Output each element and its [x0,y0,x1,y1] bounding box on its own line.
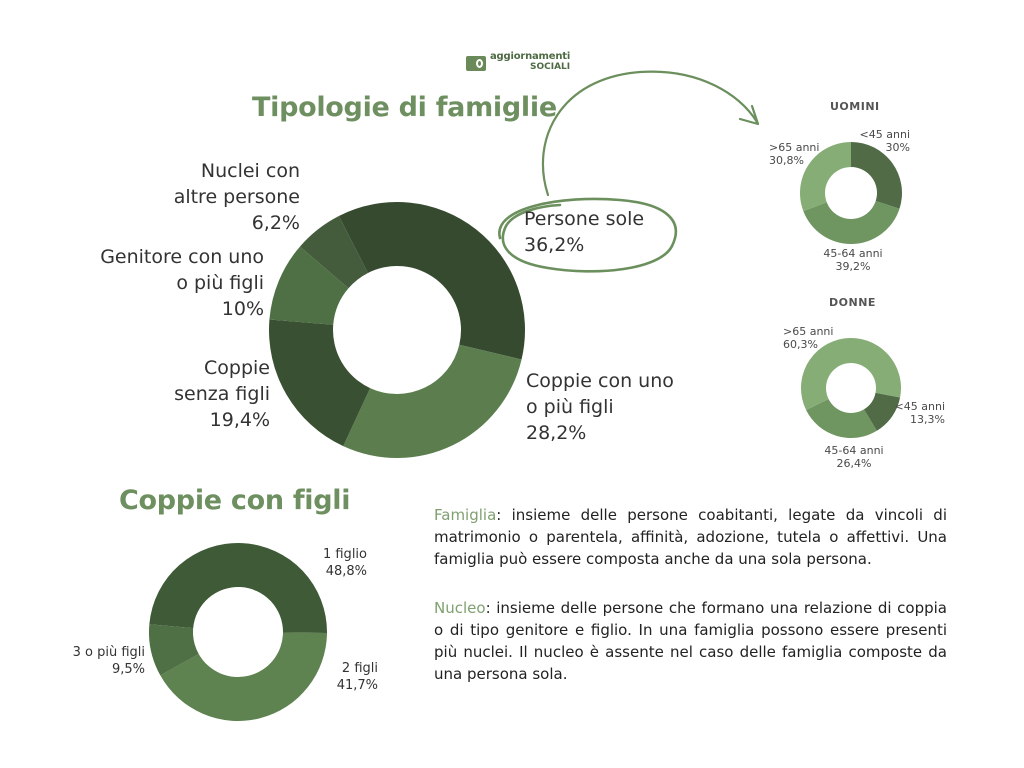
slice-label-coppie-con-figli: Coppie con uno o più figli 28,2% [526,370,674,444]
slice-label-persone-sole: Persone sole 36,2% [524,208,645,256]
definition-famiglia [434,504,947,570]
logo-name: aggiornamenti [490,51,571,62]
children-label-2: 2 figli 41,7% [336,661,378,693]
children-chart-title: Coppie con figli [119,485,351,516]
main-chart-title: Tipologie di famiglie [252,92,557,123]
slice-label-genitore: Genitore con uno o più figli 10% [100,246,264,320]
main-slice-0 [339,202,525,359]
definition-nucleo-text: : insieme delle persone che formano una relazione di coppia o di tipo genitore e figlio. In una famiglia possono essere presenti più nuclei. Il nucleo è assente nel caso delle famiglia composte da una persona sola. [434,599,947,683]
term-famiglia: Famiglia [434,506,497,524]
main-slice-1 [343,345,521,458]
women-chart-title: DONNE [829,296,876,309]
definition-nucleo [434,597,947,685]
women-label-under45: <45 anni 13,3% [894,400,945,426]
women-slice-1 [806,399,877,438]
children-label-1: 1 figlio 48,8% [322,547,367,579]
term-nucleo: Nucleo [434,599,486,617]
men-label-over65: >65 anni 30,8% [769,141,820,167]
men-label-45-64: 45-64 anni 39,2% [823,247,883,273]
logo-subname: SOCIALI [530,62,571,72]
men-slice-1 [803,201,899,244]
men-chart-title: UOMINI [830,100,880,113]
slice-label-coppie-senza-figli: Coppie senza figli 19,4% [174,357,270,431]
main-donut-chart [269,202,525,458]
curved-arrow-icon [543,72,757,195]
women-label-45-64: 45-64 anni 26,4% [824,444,884,470]
definition-famiglia-text: : insieme delle persone coabitanti, legate da vincoli di matrimonio o parentela, affinità, adozione, tutela o affettivi. Una famiglia può essere composta anche da una sola persona. [434,506,947,568]
children-label-3plus: 3 o più figli 9,5% [72,645,145,677]
women-label-over65: >65 anni 60,3% [783,325,834,351]
slice-label-nuclei: Nuclei con altre persone 6,2% [173,160,300,234]
men-label-under45: <45 anni 30% [859,128,910,154]
